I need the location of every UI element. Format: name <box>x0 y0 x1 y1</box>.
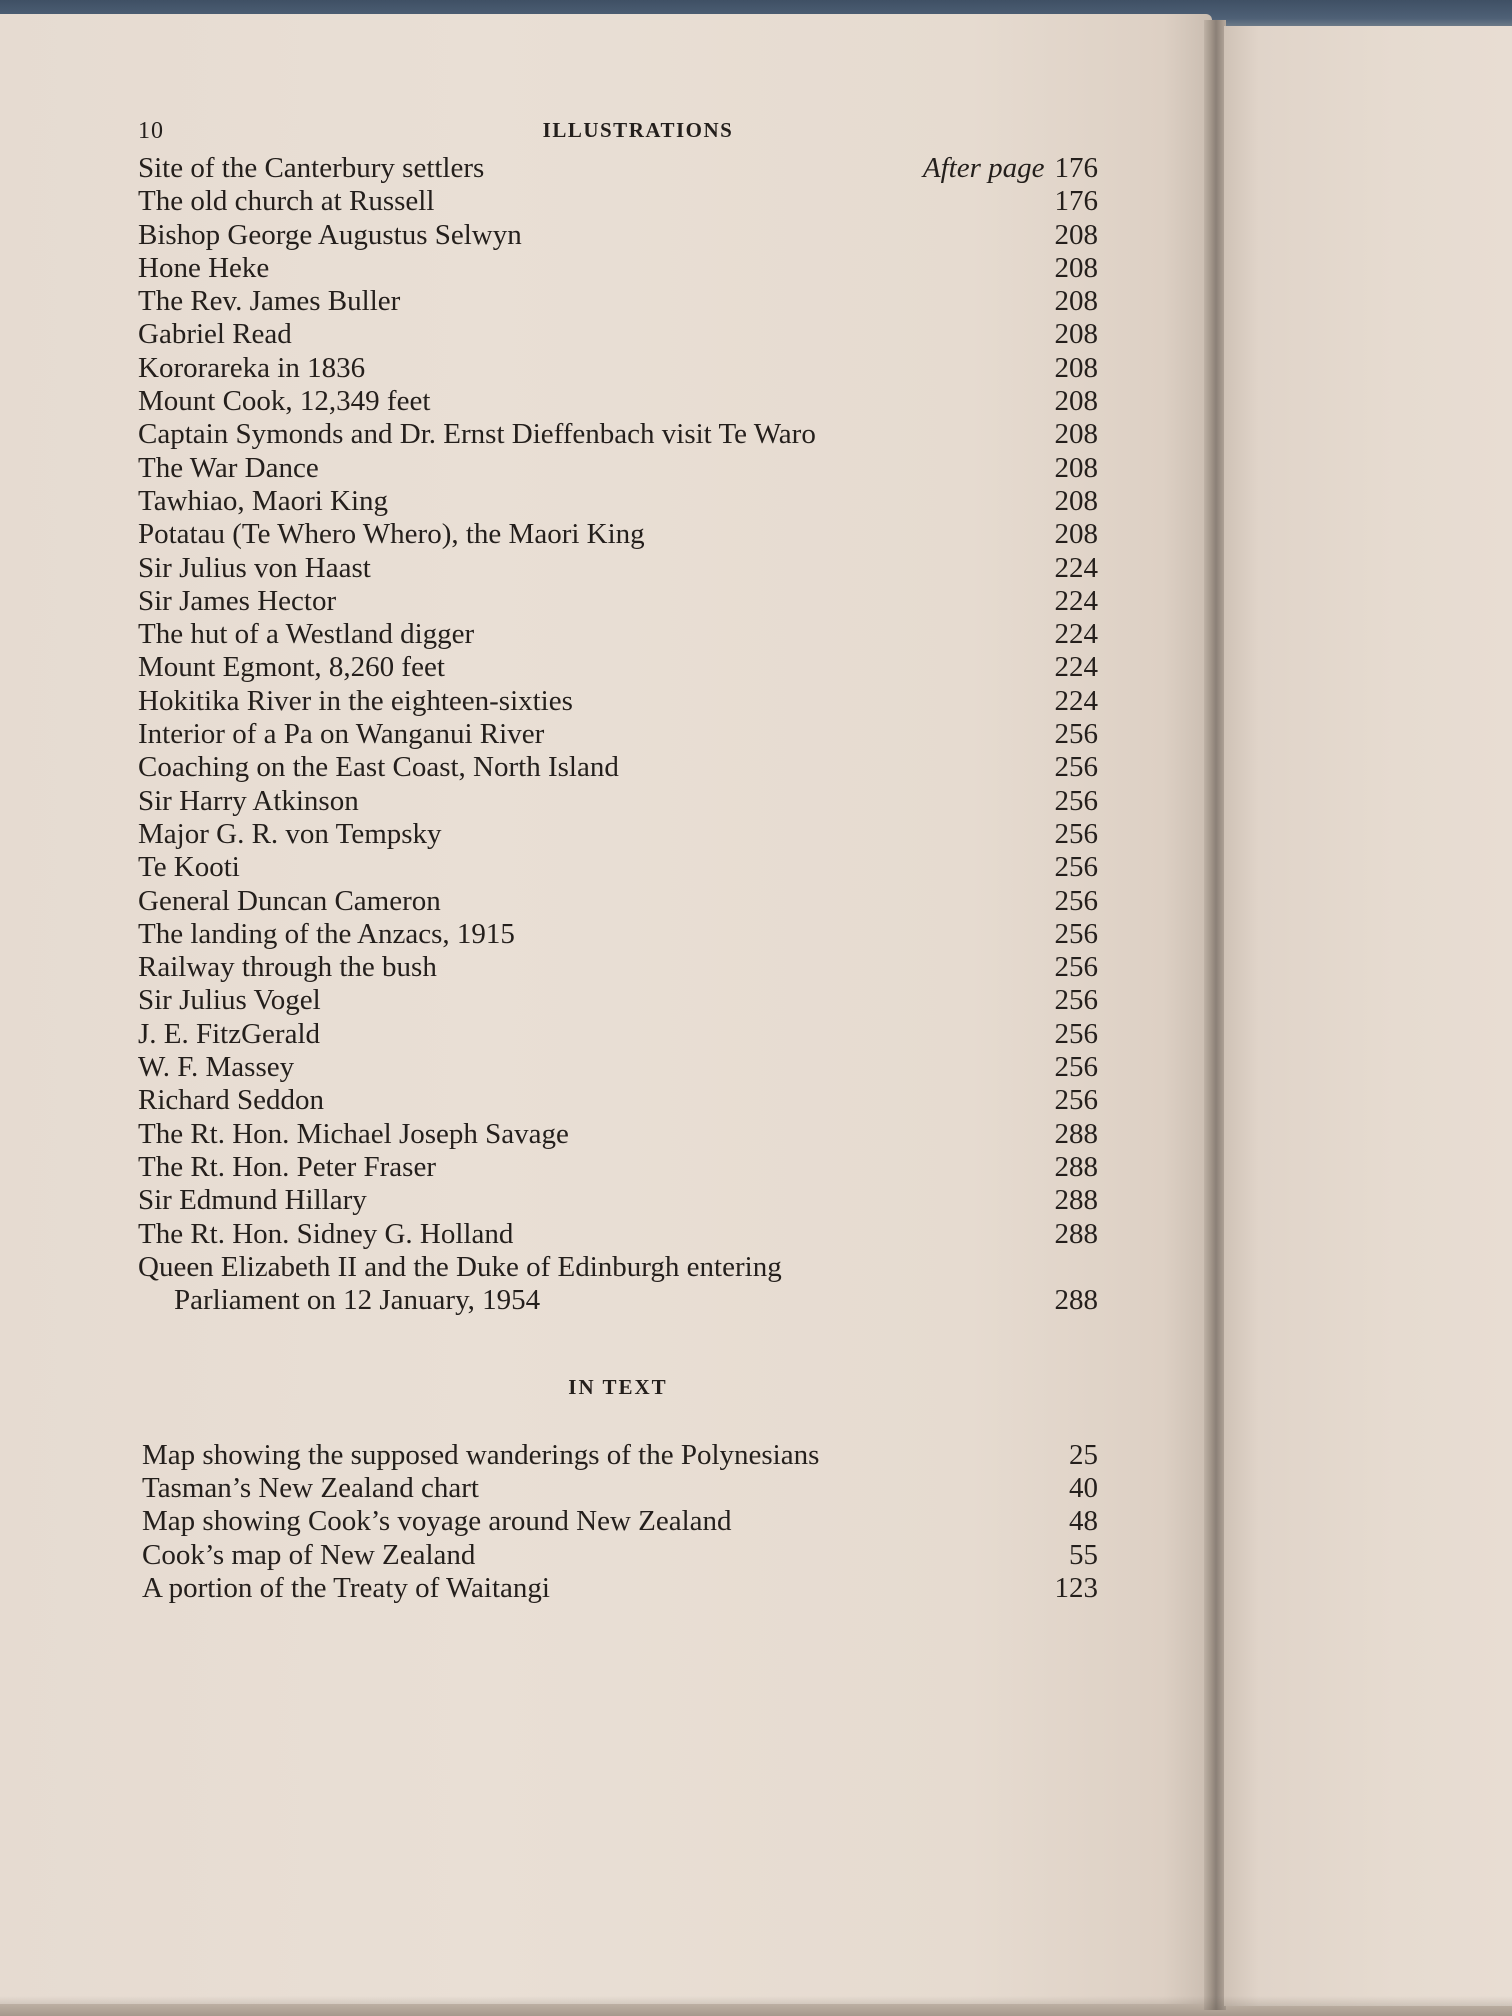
page-title: ILLUSTRATIONS <box>542 118 734 142</box>
list-item-page <box>1069 1439 1098 1472</box>
list-item-title: Sir Julius von Haast <box>138 551 371 584</box>
list-item-title: Mount Cook, 12,349 feet <box>138 385 431 418</box>
list-item <box>138 385 1098 418</box>
page-number-value: 40 <box>1069 1472 1098 1505</box>
page-number-value: 256 <box>1054 851 1098 884</box>
list-item-page <box>1055 585 1099 618</box>
list-item <box>142 1439 1098 1472</box>
page-number-value: 256 <box>1054 984 1098 1017</box>
list-item <box>138 751 1098 784</box>
page-number-value: 224 <box>1054 651 1098 684</box>
list-item <box>138 585 1098 618</box>
list-item-title: Bishop George Augustus Selwyn <box>138 218 522 251</box>
list-item-title: The War Dance <box>138 451 319 484</box>
list-item-page <box>1055 751 1099 784</box>
list-item <box>142 1472 1098 1505</box>
list-item-title: Sir Harry Atkinson <box>138 784 359 817</box>
list-item-page <box>1055 885 1099 918</box>
page-number-value: 256 <box>1054 1017 1098 1050</box>
list-item <box>138 685 1098 718</box>
list-item <box>138 485 1098 518</box>
list-item <box>138 219 1098 252</box>
list-item-page <box>1055 1018 1099 1051</box>
page-number-value: 55 <box>1069 1538 1098 1571</box>
list-item <box>142 1505 1098 1538</box>
page-number-value: 208 <box>1054 251 1098 284</box>
list-item-title: Hone Heke <box>138 251 270 284</box>
list-item <box>138 1251 1098 1317</box>
list-item-title: Hokitika River in the eighteen-sixties <box>138 684 573 717</box>
list-item-page <box>1055 518 1099 551</box>
page-number-value: 176 <box>1054 152 1098 184</box>
page-number-value: 256 <box>1054 884 1098 917</box>
list-item-title: W. F. Massey <box>138 1051 295 1084</box>
in-text-list <box>138 1439 1098 1605</box>
page-number-value: 256 <box>1054 917 1098 950</box>
list-item-title: Gabriel Read <box>138 318 292 351</box>
list-item-page <box>923 152 1098 185</box>
page-number-value: 208 <box>1054 518 1098 551</box>
list-item-title: The landing of the Anzacs, 1915 <box>138 917 515 950</box>
page-number-value: 288 <box>1054 1150 1098 1183</box>
list-item-title: Major G. R. von Tempsky <box>138 817 442 850</box>
list-item-title: Sir Julius Vogel <box>138 984 321 1017</box>
page-number-value: 208 <box>1054 484 1098 517</box>
list-item-page <box>1055 785 1099 818</box>
list-item-title: Tasman’s New Zealand chart <box>142 1472 479 1505</box>
page-number-value: 256 <box>1054 817 1098 850</box>
list-item-title: Railway through the bush <box>138 951 437 984</box>
list-item-title: Mount Egmont, 8,260 feet <box>138 651 445 684</box>
list-item <box>138 285 1098 318</box>
list-item-page <box>1055 252 1099 285</box>
list-item <box>138 984 1098 1017</box>
list-item <box>138 152 1098 185</box>
list-item-page <box>1055 352 1099 385</box>
list-item <box>142 1539 1098 1572</box>
list-item <box>138 1218 1098 1251</box>
list-item-title: Map showing Cook’s voyage around New Zealand <box>142 1505 732 1538</box>
list-item <box>138 718 1098 751</box>
list-item-title: The Rt. Hon. Michael Joseph Savage <box>138 1117 569 1150</box>
page-number-value: 208 <box>1054 285 1098 318</box>
list-item-page <box>1055 1151 1099 1184</box>
list-item-page <box>1055 618 1099 651</box>
list-item-page <box>1055 718 1099 751</box>
list-item-page <box>1055 552 1099 585</box>
list-item-page <box>1055 385 1099 418</box>
page-number-value: 224 <box>1054 684 1098 717</box>
page-number-value: 123 <box>1054 1571 1098 1604</box>
page-number-value: 224 <box>1054 584 1098 617</box>
plates-list <box>138 152 1098 1251</box>
list-item <box>138 818 1098 851</box>
page-number-value: 224 <box>1054 618 1098 651</box>
illustrations-list-page <box>138 112 1098 1605</box>
list-item-title: Richard Seddon <box>138 1084 325 1117</box>
list-item <box>138 252 1098 285</box>
list-item-page <box>1055 1218 1099 1251</box>
list-item-title: Tawhiao, Maori King <box>138 484 389 517</box>
list-item-title: The Rt. Hon. Sidney G. Holland <box>138 1217 514 1250</box>
list-item-page <box>1055 1051 1099 1084</box>
page-number-value: 256 <box>1054 718 1098 751</box>
list-item <box>138 885 1098 918</box>
page-number-value: 256 <box>1054 1084 1098 1117</box>
list-item-page <box>1055 418 1099 451</box>
page-number-value: 48 <box>1069 1505 1098 1538</box>
page-number-value: 256 <box>1054 784 1098 817</box>
list-item <box>138 185 1098 218</box>
page-bottom-shadow <box>0 1996 1512 2016</box>
running-head <box>138 112 1098 152</box>
list-item-title: Sir James Hector <box>138 584 337 617</box>
list-item <box>138 618 1098 651</box>
list-item-page <box>1055 219 1099 252</box>
list-item <box>138 1118 1098 1151</box>
list-item-page <box>1055 984 1099 1017</box>
list-item-page <box>1069 1472 1098 1505</box>
list-item-page <box>1055 485 1099 518</box>
list-item-title: The Rev. James Buller <box>138 285 401 318</box>
list-item-page <box>1055 1118 1099 1151</box>
page-number: 10 <box>138 118 164 144</box>
list-item-title: The hut of a Westland digger <box>138 618 475 651</box>
list-item <box>138 1084 1098 1117</box>
list-item <box>138 418 1098 451</box>
page-number-value: 256 <box>1054 951 1098 984</box>
list-item <box>138 518 1098 551</box>
page-number-value: 256 <box>1054 751 1098 784</box>
list-item <box>138 951 1098 984</box>
list-item-page <box>1069 1505 1098 1538</box>
list-item <box>138 1184 1098 1217</box>
list-item <box>138 651 1098 684</box>
list-item-title: The Rt. Hon. Peter Fraser <box>138 1150 436 1183</box>
list-item-title-continued: Parliament on 12 January, 1954 <box>174 1283 541 1316</box>
list-item <box>138 918 1098 951</box>
list-item-title: Coaching on the East Coast, North Island <box>138 751 619 784</box>
page-number-value: 208 <box>1054 385 1098 418</box>
book-gutter <box>1204 20 1226 2010</box>
page-number-value: 288 <box>1054 1217 1098 1250</box>
list-item <box>138 318 1098 351</box>
list-item-title: Map showing the supposed wanderings of the Polynesians <box>142 1438 820 1471</box>
list-item-page: 288 <box>1054 1283 1098 1316</box>
list-item-page <box>1055 1084 1099 1117</box>
page-number-value: 256 <box>1054 1051 1098 1084</box>
list-item-title: Site of the Canterbury settlers <box>138 152 485 184</box>
list-item-title: The old church at Russell <box>138 185 435 218</box>
list-item <box>138 552 1098 585</box>
list-item-title: General Duncan Cameron <box>138 884 441 917</box>
list-item-page <box>1055 951 1099 984</box>
list-item-title: Interior of a Pa on Wanganui River <box>138 718 545 751</box>
page-number-value: 288 <box>1054 1184 1098 1217</box>
list-item <box>142 1572 1098 1605</box>
list-item-page <box>1055 651 1099 684</box>
section-heading-in-text: IN TEXT <box>568 1374 668 1399</box>
list-item-page <box>1055 851 1099 884</box>
page-number-value: 208 <box>1054 418 1098 451</box>
page-number-value: 224 <box>1054 551 1098 584</box>
list-item-title: Kororareka in 1836 <box>138 351 366 384</box>
list-item-page <box>1055 452 1099 485</box>
list-item-page <box>1055 285 1099 318</box>
page-number-value: 208 <box>1054 351 1098 384</box>
list-item <box>138 1051 1098 1084</box>
list-item-page <box>1055 185 1099 218</box>
page-number-value: 208 <box>1054 318 1098 351</box>
list-item <box>138 851 1098 884</box>
list-item-page <box>1069 1539 1098 1572</box>
list-item-page <box>1055 685 1099 718</box>
list-item-page <box>1055 1572 1099 1605</box>
list-item <box>138 1151 1098 1184</box>
page-number-value: 25 <box>1069 1438 1098 1471</box>
list-item-page <box>1055 1184 1099 1217</box>
list-item-title: Potatau (Te Whero Whero), the Maori King <box>138 518 645 551</box>
list-item-title: Captain Symonds and Dr. Ernst Dieffenbach visit Te Waro <box>138 418 816 451</box>
list-item <box>138 452 1098 485</box>
page-number-value: 176 <box>1054 185 1098 218</box>
page-number-value: 288 <box>1054 1117 1098 1150</box>
list-item-title: A portion of the Treaty of Waitangi <box>142 1571 550 1604</box>
list-item-title: Sir Edmund Hillary <box>138 1184 367 1217</box>
list-item-title: Cook’s map of New Zealand <box>142 1538 476 1571</box>
list-item-title: J. E. FitzGerald <box>138 1017 321 1050</box>
page-number-value: 208 <box>1054 218 1098 251</box>
page-number-value: 208 <box>1054 451 1098 484</box>
after-page-label: After page <box>922 152 1045 184</box>
list-item <box>138 352 1098 385</box>
list-item-title: Te Kooti <box>138 851 240 884</box>
list-item <box>138 785 1098 818</box>
list-item-page <box>1055 818 1099 851</box>
list-item-page <box>1055 318 1099 351</box>
right-page <box>1224 26 1512 2006</box>
list-item-page <box>1055 918 1099 951</box>
list-item <box>138 1018 1098 1051</box>
list-item-title: Queen Elizabeth II and the Duke of Edinburgh entering <box>138 1250 782 1283</box>
